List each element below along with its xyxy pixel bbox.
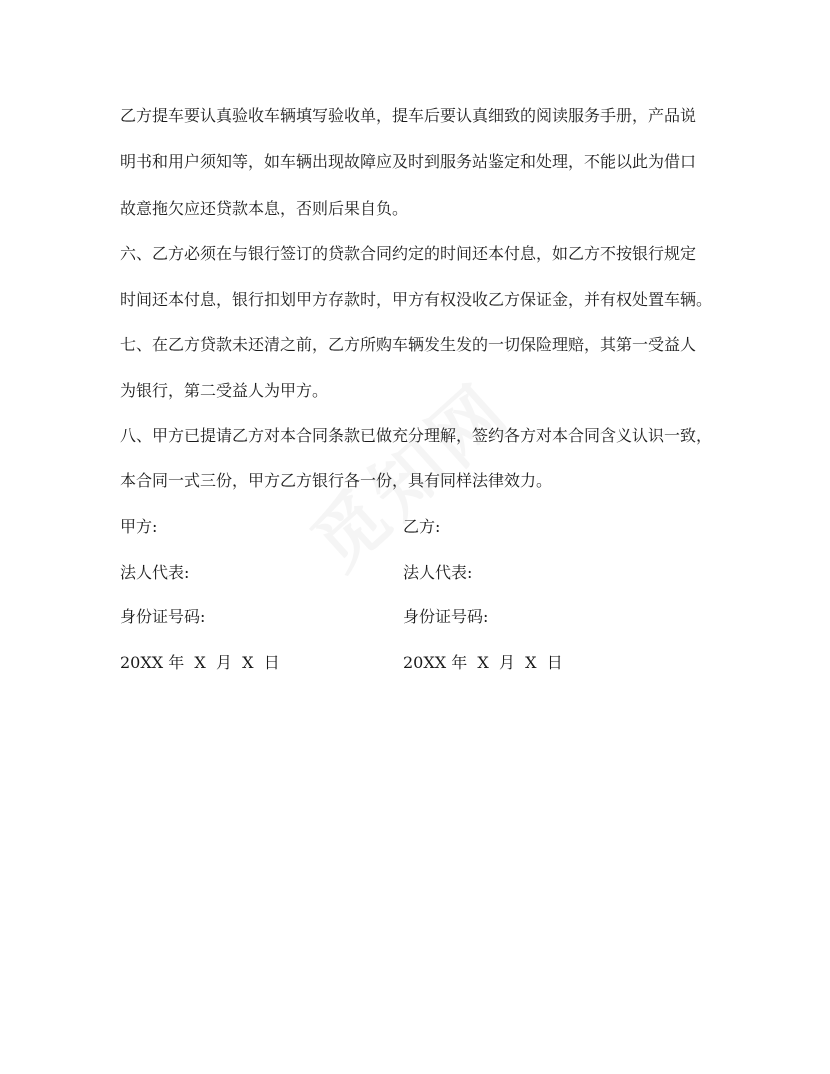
clause-six-line: 六、乙方必须在与银行签订的贷款合同约定的时间还本付息，如乙方不按银行规定 (120, 244, 697, 263)
party-a-date: 20XX 年 X 月 X 日 (120, 653, 280, 672)
paragraph-line: 明书和用户须知等，如车辆出现故障应及时到服务站鉴定和处理，不能以此为借口 (120, 152, 697, 171)
party-a-id-number: 身份证号码: (120, 607, 206, 626)
paragraph-line: 乙方提车要认真验收车辆填写验收单，提车后要认真细致的阅读服务手册，产品说 (120, 106, 697, 125)
party-b-date: 20XX 年 X 月 X 日 (403, 653, 563, 672)
party-b-legal-rep: 法人代表: (403, 563, 473, 582)
party-a-label: 甲方: (120, 517, 158, 536)
party-b-label: 乙方: (403, 517, 441, 536)
clause-seven-line: 七、在乙方贷款未还清之前，乙方所购车辆发生发的一切保险理赔，其第一受益人 (120, 335, 697, 354)
clause-eight-line: 八、甲方已提请乙方对本合同条款已做充分理解，签约各方对本合同含义认识一致， (120, 426, 713, 445)
party-a-legal-rep: 法人代表: (120, 563, 190, 582)
party-b-id-number: 身份证号码: (403, 607, 489, 626)
paragraph-line: 故意拖欠应还贷款本息，否则后果自负。 (120, 199, 409, 218)
clause-eight-line: 本合同一式三份，甲方乙方银行各一份，具有同样法律效力。 (120, 471, 553, 490)
clause-seven-line: 为银行，第二受益人为甲方。 (120, 381, 329, 400)
clause-six-line: 时间还本付息，银行扣划甲方存款时，甲方有权没收乙方保证金，并有权处置车辆。 (120, 290, 713, 309)
